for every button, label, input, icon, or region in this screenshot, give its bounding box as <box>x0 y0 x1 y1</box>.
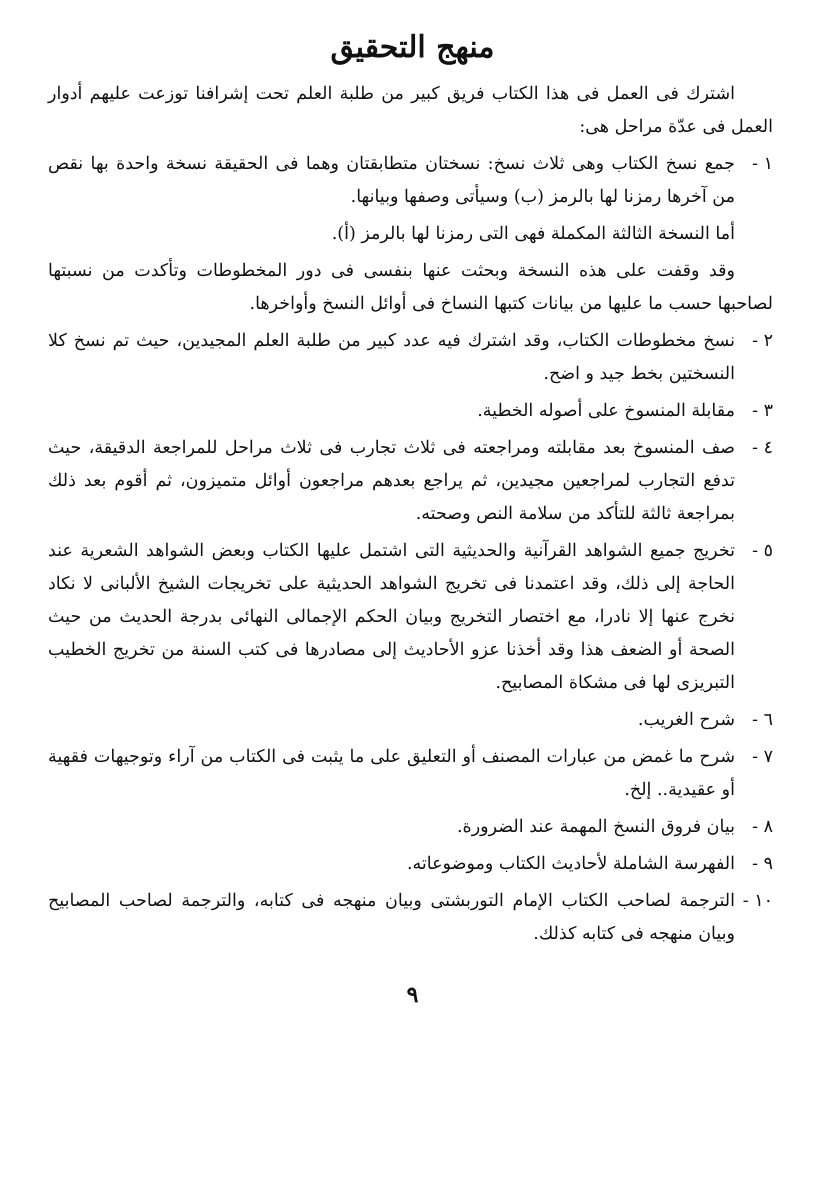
list-item-number: ٧ - <box>752 747 773 767</box>
intro-paragraph: اشترك فى العمل فى هذا الكتاب فريق كبير من طلبة العلم تحت إشرافنا توزعت عليهم أدوار العمل فى عدّة مراحل هى: <box>48 84 773 137</box>
page-number: ٩ <box>406 982 419 1008</box>
document-body <box>48 78 773 955</box>
list-item-text: الفهرسة الشاملة لأحاديث الكتاب وموضوعاته. <box>406 854 735 874</box>
list-item-number: ٨ - <box>752 817 773 837</box>
list-item-3 <box>48 395 773 428</box>
list-item-number: ٩ - <box>752 854 773 874</box>
list-item-text: جمع نسخ الكتاب وهى ثلاث نسخ: نسختان متطابقتان وهما فى الحقيقة نسخة واحدة بها نقص من آخرها رمزنا لها بالرمز (ب) وسيأتى وصفها وبيانها. <box>48 154 735 207</box>
list-item-text: نسخ مخطوطات الكتاب، وقد اشترك فيه عدد كبير من طلبة العلم المجيدين، حيث تم نسخ كلا النسختين بخط جيد و اضح. <box>48 331 735 384</box>
list-item-2 <box>48 325 773 391</box>
list-item-text: مقابلة المنسوخ على أصوله الخطية. <box>477 401 735 421</box>
list-item-9 <box>48 848 773 881</box>
list-item-7 <box>48 741 773 807</box>
list-item-text: بيان فروق النسخ المهمة عند الضرورة. <box>456 817 735 837</box>
list-item-1 <box>48 148 773 214</box>
item-1-note-a: أما النسخة الثالثة المكملة فهى التى رمزنا لها بالرمز (أ). <box>331 224 735 244</box>
list-item-text: شرح الغريب. <box>637 710 735 730</box>
list-item-number: ١ - <box>752 154 773 174</box>
list-item-number: ٤ - <box>752 438 773 458</box>
list-item-text: شرح ما غمض من عبارات المصنف أو التعليق على ما يثبت فى الكتاب من آراء وتوجيهات فقهية أو عقيدية.. إلخ. <box>48 747 735 800</box>
list-item-text: الترجمة لصاحب الكتاب الإمام التوربشتى وبيان منهجه فى كتابه، والترجمة لصاحب المصابيح وبيان منهجه فى كتابه كذلك. <box>48 891 735 944</box>
list-item-8 <box>48 811 773 844</box>
list-item-5 <box>48 535 773 700</box>
list-item-10 <box>48 885 773 951</box>
list-item-number: ٢ - <box>752 331 773 351</box>
list-item-6 <box>48 704 773 737</box>
list-item-4 <box>48 432 773 531</box>
list-item-number: ٣ - <box>752 401 773 421</box>
list-item-number: ٥ - <box>752 541 773 561</box>
list-item-number: ٦ - <box>752 710 773 730</box>
page-title: منهج التحقيق <box>330 30 495 65</box>
list-item-text: صف المنسوخ بعد مقابلته ومراجعته فى ثلاث تجارب فى ثلاث مراحل للمراجعة الدقيقة، حيث تدفع التجارب لمراجعين مجيدين، ثم يراجع بعدهم مراجعون أوائل متميزون، ثم أقوم بعد ذلك بمراجعة ثالثة للتأكد من سلامة النص وصحته. <box>48 438 735 524</box>
item-1-note-b: وقد وقفت على هذه النسخة وبحثت عنها بنفسى فى دور المخطوطات وتأكدت من نسبتها لصاحبها حسب ما عليها من بيانات كتبها النساخ فى أوائل النسخ وأواخرها. <box>48 261 773 314</box>
list-item-number: ١٠ - <box>742 891 773 911</box>
list-item-text: تخريج جميع الشواهد القرآنية والحديثية التى اشتمل عليها الكتاب وبعض الشواهد الشعرية عند الحاجة إلى ذلك، وقد اعتمدنا فى تخريج الشواهد الحديثية على تخريجات الشيخ الألبانى لا نكاد نخرج عنها إلا نادرا، مع اختصار التخريج وبيان الحكم الإجمالى النهائى بدرجة الحديث من حيث الصحة أو الضعف هذا وقد أخذنا عزو الأحاديث إلى مصادرها فى كتب السنة من تخريج الخطيب التبريزى لها فى مشكاة المصابيح. <box>48 541 735 693</box>
